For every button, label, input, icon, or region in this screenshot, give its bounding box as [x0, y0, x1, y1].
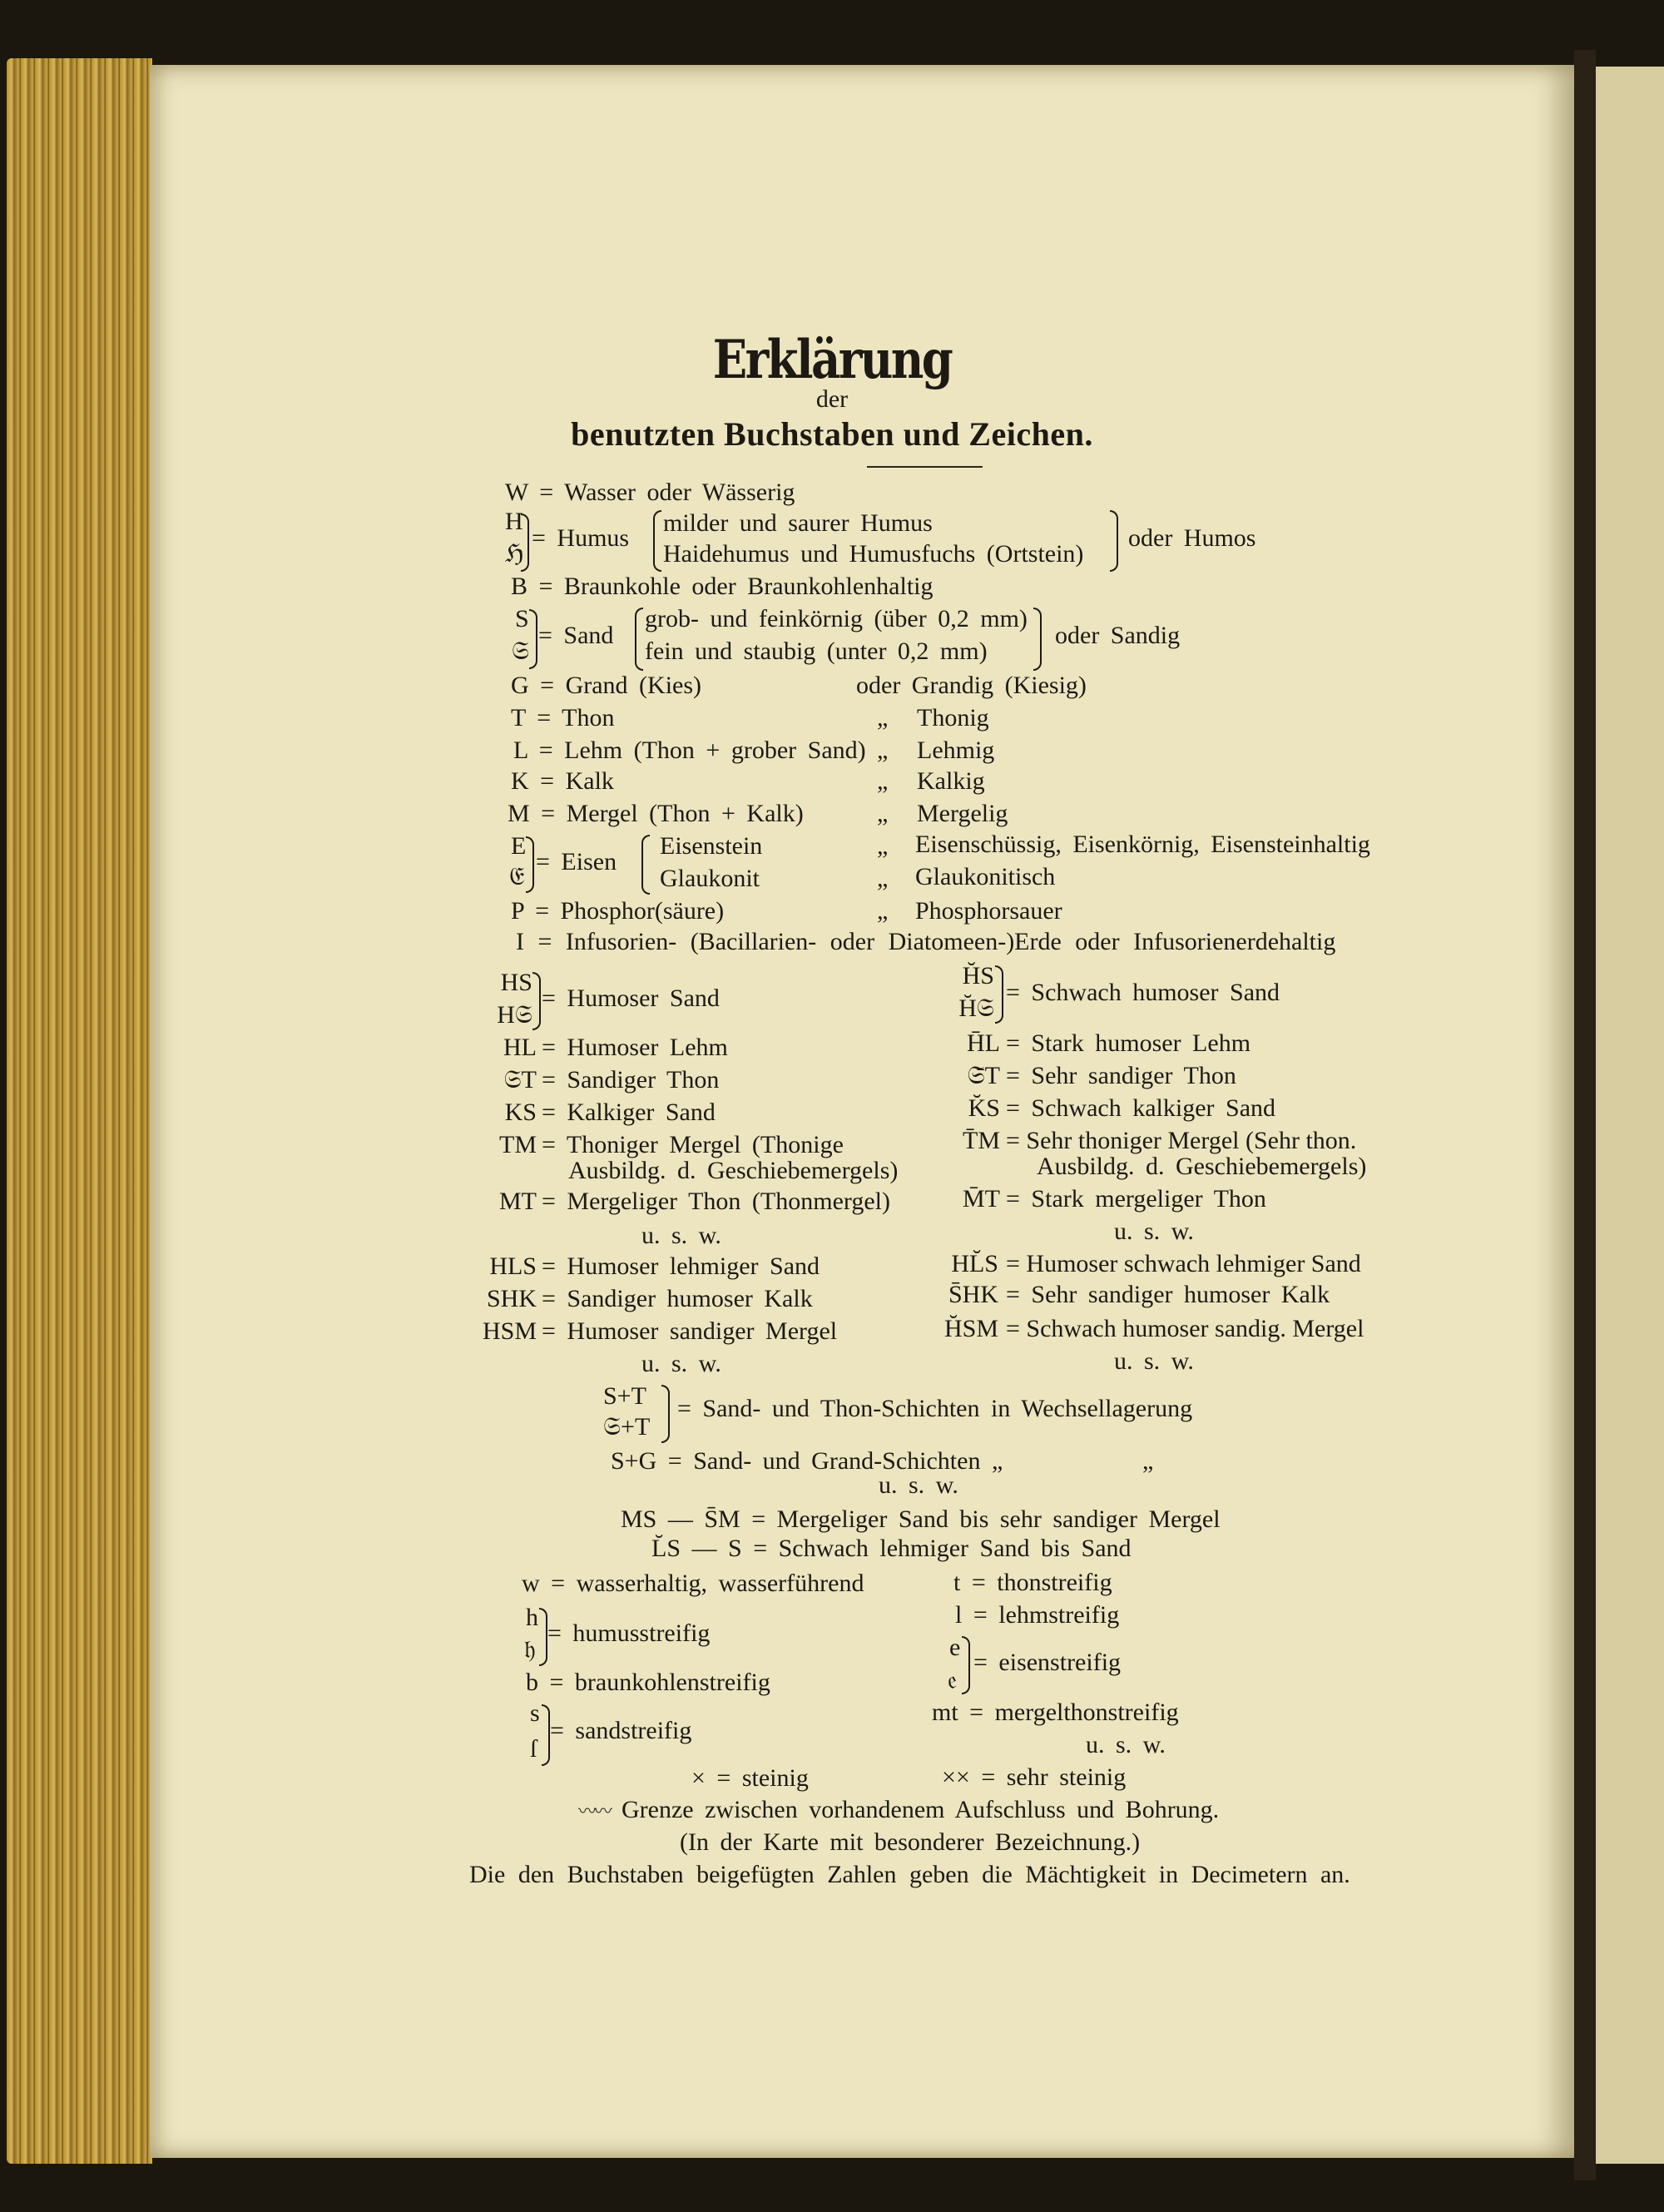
entry-l-lower: l = lehmstreifig	[955, 1601, 1120, 1629]
code: MT	[499, 1188, 537, 1215]
brace	[532, 972, 541, 1030]
code: H̄L	[967, 1029, 1000, 1057]
entry-k: K = Kalk	[511, 767, 614, 795]
desc: = Stark humoser Lehm	[1006, 1029, 1251, 1057]
page-title: Erklärung	[712, 329, 952, 391]
ditto-mark: „	[877, 767, 889, 795]
code: SHK	[486, 1285, 537, 1312]
desc-eisenstreifig: = eisenstreifig	[973, 1649, 1122, 1676]
entry-m-adj: Mergelig	[917, 800, 1008, 827]
wavy-line-symbol: 〰〰	[578, 1801, 611, 1822]
entry-g: G = Grand (Kies)	[511, 672, 702, 699]
code: H̆SM	[943, 1315, 998, 1342]
entry-ls-s: L̆S — S = Schwach lehmiger Sand bis Sand	[651, 1535, 1132, 1562]
code-h-lower-fraktur: 𝔥	[524, 1636, 536, 1664]
entry-g-adj: oder Grandig (Kiesig)	[856, 672, 1087, 699]
code-h-fraktur: ℌ	[505, 540, 524, 568]
ditto-mark: „	[877, 737, 889, 764]
code: 𝔖T	[503, 1066, 537, 1094]
entry-t-lower: t = thonstreifig	[953, 1569, 1112, 1596]
desc-hs: = Humoser Sand	[542, 984, 720, 1012]
brace	[661, 1385, 670, 1443]
desc: = Sehr sandiger humoser Kalk	[1006, 1281, 1330, 1308]
usw: u. s. w.	[1114, 1218, 1194, 1245]
subtitle: benutzten Buchstaben und Zeichen.	[571, 415, 1093, 453]
desc: = Sandiger humoser Kalk	[542, 1285, 813, 1312]
desc: = Sandiger Thon	[542, 1066, 720, 1094]
brace	[1110, 510, 1118, 572]
entry-p: P = Phosphor(säure)	[511, 897, 725, 925]
eisen-line-2: Glaukonit	[660, 865, 760, 892]
entry-b: B = Braunkohle oder Braunkohlenhaltig	[511, 573, 934, 600]
desc: = Sehr sandiger Thon	[1006, 1062, 1236, 1089]
entry-grenze	[578, 1795, 1219, 1827]
entry-steinig: × = steinig	[691, 1764, 809, 1792]
brace	[529, 609, 537, 669]
brace	[962, 1636, 970, 1694]
usw: u. s. w.	[1114, 1347, 1194, 1375]
humus-adj: oder Humos	[1128, 524, 1256, 552]
desc: = Mergeliger Thon (Thonmergel)	[542, 1188, 890, 1215]
code-hs-schwach: H̆S	[962, 962, 994, 989]
sand-line-2: fein und staubig (unter 0,2 mm)	[645, 637, 988, 665]
sand-adj: oder Sandig	[1055, 622, 1181, 649]
desc-cont: Ausbildg. d. Geschiebemergels)	[1037, 1153, 1367, 1180]
ditto-mark: „	[877, 865, 889, 892]
desc: = Kalkiger Sand	[542, 1099, 716, 1126]
desc: = Humoser schwach lehmiger Sand	[1006, 1250, 1361, 1277]
code: 𝔖̄T	[967, 1062, 1000, 1089]
usw: u. s. w.	[1086, 1731, 1166, 1758]
entry-l: L = Lehm (Thon + grober Sand)	[513, 737, 866, 764]
brace	[521, 513, 529, 572]
eisen-line-1: Eisenstein	[660, 832, 763, 860]
desc: = Thoniger Mergel (Thonige	[542, 1131, 844, 1158]
code-s-fraktur: 𝔖	[512, 637, 530, 665]
code: TM	[499, 1131, 537, 1158]
entry-t: T = Thon	[511, 704, 615, 732]
code-e-lower: e	[949, 1634, 961, 1661]
desc: = Schwach humoser Sand	[1006, 979, 1280, 1006]
code: K̆S	[968, 1094, 1000, 1122]
eisen-label: = Eisen	[536, 848, 617, 875]
code: HL	[503, 1034, 537, 1061]
entry-ms-sm: MS — S̄M = Mergeliger Sand bis sehr sandiger Mergel	[621, 1505, 1221, 1533]
subtitle-der: der	[815, 385, 849, 413]
entry-k-adj: Kalkig	[917, 767, 985, 795]
desc: = Sehr thoniger Mergel (Sehr thon.	[1006, 1127, 1357, 1154]
usw: u. s. w.	[641, 1350, 721, 1377]
humus-line-1: milder und saurer Humus	[663, 509, 933, 537]
entry-l-adj: Lehmig	[917, 737, 995, 764]
code-s: S	[515, 605, 529, 632]
brace	[1033, 608, 1042, 671]
title-divider	[867, 466, 983, 468]
code-e-lower-fraktur: 𝔢	[948, 1667, 958, 1694]
code: HSM	[482, 1317, 537, 1345]
ditto-mark: „	[877, 800, 889, 827]
code: HL̆S	[951, 1250, 998, 1277]
ditto-mark: „	[877, 897, 889, 925]
desc: = Humoser Lehm	[542, 1034, 728, 1061]
desc-st: = Sand- und Thon-Schichten in Wechsellagerung	[677, 1395, 1193, 1422]
code: M̄T	[963, 1185, 1000, 1213]
entry-i: I = Infusorien- (Bacillarien- oder Diatomeen-)Erde oder Infusorienerdehaltig	[516, 928, 1336, 955]
brace	[539, 1608, 547, 1666]
code-s-fraktur-plus-t: 𝔖+T	[603, 1413, 651, 1441]
brace	[995, 965, 1003, 1024]
desc: = Schwach humoser sandig. Mergel	[1006, 1315, 1364, 1342]
desc: = Humoser lehmiger Sand	[542, 1252, 820, 1280]
desc: = Humoser sandiger Mergel	[542, 1317, 838, 1345]
brace	[526, 836, 534, 893]
brace	[542, 1704, 550, 1766]
entry-sehr-steinig: ×× = sehr steinig	[942, 1763, 1127, 1791]
code: T̄M	[963, 1127, 1000, 1154]
entry-b-lower: b = braunkohlenstreifig	[526, 1669, 770, 1696]
eisen-adj-2: Glaukonitisch	[915, 863, 1056, 890]
entry-p-adj: Phosphorsauer	[915, 897, 1062, 925]
ditto-mark: „	[877, 704, 889, 732]
humus-line-2: Haidehumus und Humusfuchs (Ortstein)	[663, 540, 1084, 568]
code: KS	[504, 1099, 537, 1126]
code-long-s: ſ	[530, 1735, 537, 1763]
eisen-adj-1: Eisenschüssig, Eisenkörnig, Eisensteinhaltig	[915, 831, 1370, 858]
usw: u. s. w.	[641, 1222, 721, 1249]
desc: = Schwach kalkiger Sand	[1006, 1094, 1276, 1122]
facing-page-edge	[1596, 67, 1664, 2164]
book-gutter	[1574, 50, 1596, 2180]
code-hs: HS	[500, 969, 532, 996]
entry-w: W = Wasser oder Wässerig	[505, 479, 795, 506]
brace	[635, 608, 643, 671]
entry-mt-lower: mt = mergelthonstreifig	[932, 1699, 1179, 1726]
desc-sandstreifig: = sandstreifig	[550, 1717, 692, 1744]
sand-line-1: grob- und feinkörnig (über 0,2 mm)	[645, 605, 1028, 632]
entry-sg: S+G = Sand- und Grand-Schichten „	[611, 1447, 1003, 1475]
code-h: H	[505, 508, 523, 535]
code-s-plus-t: S+T	[603, 1382, 646, 1410]
usw: u. s. w.	[879, 1471, 958, 1499]
grenze-text: Grenze zwischen vorhandenem Aufschluss und Bohrung.	[622, 1796, 1220, 1823]
ditto-mark: „	[1142, 1447, 1154, 1475]
karte-note: (In der Karte mit besonderer Bezeichnung.)	[680, 1828, 1141, 1856]
entry-m: M = Mergel (Thon + Kalk)	[508, 800, 804, 827]
footnote: Die den Buchstaben beigefügten Zahlen geben die Mächtigkeit in Decimetern an.	[469, 1861, 1350, 1888]
desc-cont: Ausbildg. d. Geschiebemergels)	[568, 1157, 899, 1184]
humus-label: = Humus	[532, 524, 630, 552]
ditto-mark: „	[877, 832, 889, 860]
brace	[653, 510, 661, 572]
code-hs-fraktur: H𝔖	[497, 1001, 532, 1029]
brace	[641, 835, 650, 895]
desc: = Stark mergeliger Thon	[1006, 1185, 1266, 1213]
entry-w-lower: w = wasserhaltig, wasserführend	[522, 1570, 864, 1597]
code: HLS	[489, 1252, 537, 1280]
code-h-lower: h	[526, 1604, 538, 1631]
entry-t-adj: Thonig	[917, 704, 989, 732]
desc-humusstreifig: = humusstreifig	[547, 1619, 711, 1647]
code-e: E	[511, 832, 527, 860]
code-e-fraktur: 𝔈	[509, 863, 525, 890]
code-s-lower: s	[530, 1699, 540, 1727]
code: S̄HK	[948, 1281, 998, 1308]
code-hs-schwach-fraktur: H̆𝔖	[958, 994, 994, 1022]
sand-label: = Sand	[538, 622, 614, 649]
